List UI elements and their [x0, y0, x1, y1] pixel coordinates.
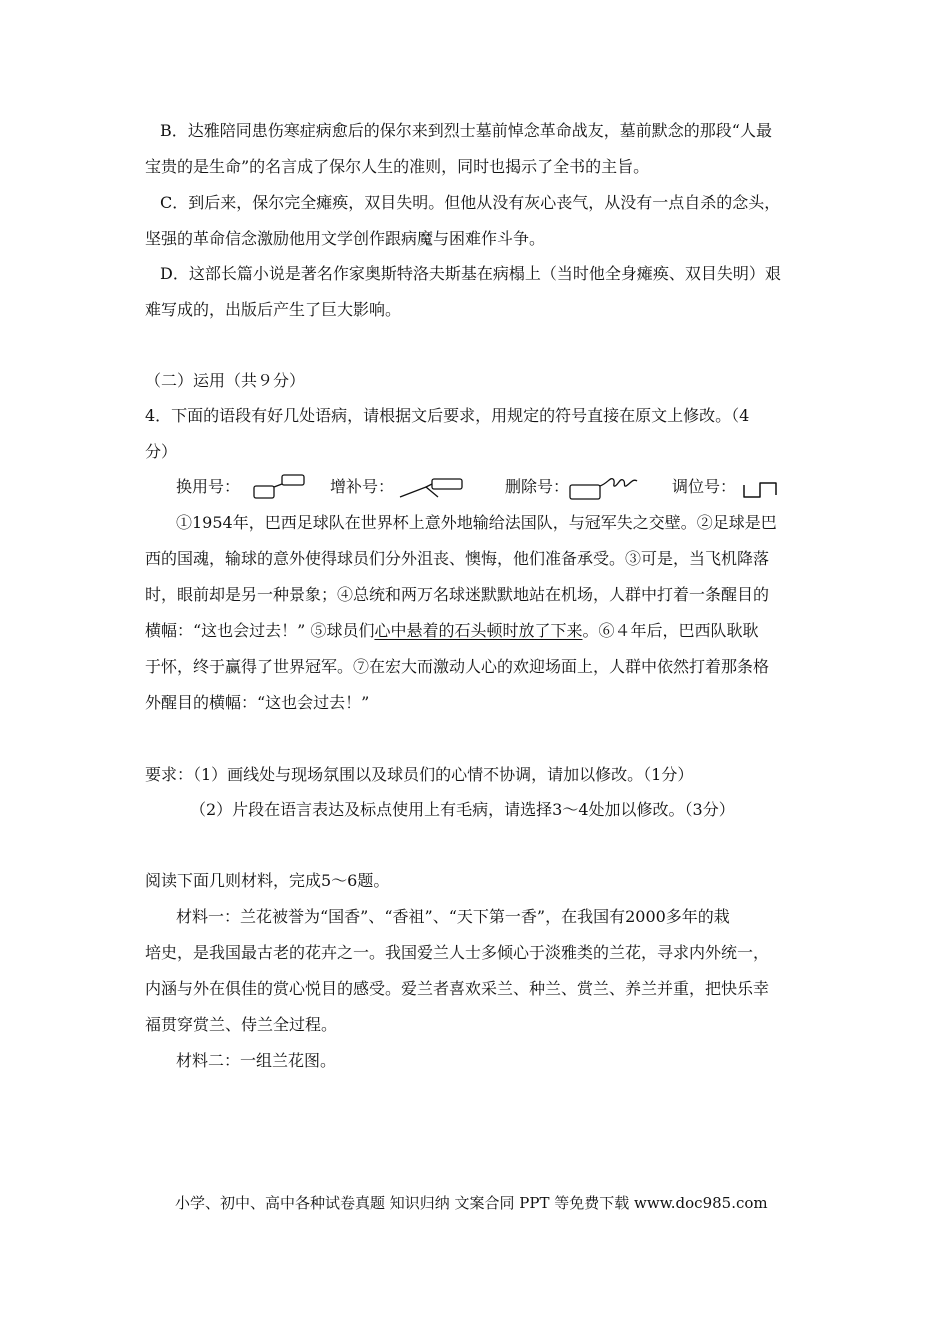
question4-prompt-line2: 分） [145, 442, 178, 461]
replace-symbol-label: 换用号： [176, 477, 241, 496]
material1-line1: 材料一：兰花被誉为“国香”、“香祖”、“天下第一香”，在我国有2000多年的栽 [176, 907, 730, 926]
passage-line4 [145, 621, 810, 641]
passage-line5: 于怀，终于赢得了世界冠军。⑦在宏大而激动人心的欢迎场面上，人群中依然打着那条格 [145, 657, 770, 676]
option-b-line1: B．达雅陪同患伤寒症病愈后的保尔来到烈士墓前悼念革命战友，墓前默念的那段“人最 [160, 121, 772, 140]
delete-symbol-icon [568, 473, 640, 503]
option-b-line2: 宝贵的是生命”的名言成了保尔人生的准则，同时也揭示了全书的主旨。 [145, 157, 650, 176]
requirement-2: （2）片段在语言表达及标点使用上有毛病，请选择3～4处加以修改。（3分） [190, 800, 735, 819]
question4-prompt-line1: 4．下面的语段有好几处语病，请根据文后要求，用规定的符号直接在原文上修改。（4 [145, 406, 750, 425]
passage-line4-start: 横幅：“这也会过去！” ⑤球员们 [145, 621, 375, 640]
passage-line2: 西的国魂，输球的意外使得球员们分外沮丧、懊悔，他们准备承受。③可是，当飞机降落 [145, 549, 770, 568]
material2: 材料二：一组兰花图。 [176, 1051, 337, 1070]
material1-line3: 内涵与外在俱佳的赏心悦目的感受。爱兰者喜欢采兰、种兰、赏兰、养兰并重，把快乐幸 [145, 979, 770, 998]
page-footer: 小学、初中、高中各种试卷真题 知识归纳 文案合同 PPT 等免费下载 www.doc985.com [175, 1194, 768, 1212]
insert-symbol-label: 增补号： [330, 477, 395, 496]
underlined-phrase: 心中悬着的石头顿时放了下来 [374, 621, 583, 640]
passage-line3: 时，眼前却是另一种景象；④总统和两万名球迷默默地站在机场，人群中打着一条醒目的 [145, 585, 770, 604]
passage-line6: 外醒目的横幅：“这也会过去！” [145, 693, 370, 712]
delete-symbol-label: 删除号： [505, 477, 570, 496]
passage-line1: ①1954年，巴西足球队在世界杯上意外地输给法国队，与冠军失之交壁。②足球是巴 [176, 513, 777, 532]
requirement-1: 要求：（1）画线处与现场氛围以及球员们的心情不协调，请加以修改。（1分） [145, 765, 694, 784]
section-heading: （二）运用（共９分） [145, 371, 306, 390]
swap-symbol-label: 调位号： [672, 477, 737, 496]
replace-symbol-icon [252, 473, 307, 503]
swap-symbol-icon [740, 473, 784, 503]
option-c-line2: 坚强的革命信念激励他用文学创作跟病魔与困难作斗争。 [145, 229, 546, 248]
option-d-line2: 难写成的，出版后产生了巨大影响。 [145, 300, 402, 319]
insert-symbol-icon [398, 473, 466, 503]
material1-line2: 培史，是我国最古老的花卉之一。我国爱兰人士多倾心于淡雅类的兰花，寻求内外统一， [145, 943, 770, 962]
reading-intro: 阅读下面几则材料，完成5～6题。 [145, 871, 390, 890]
option-d-line1: D．这部长篇小说是著名作家奥斯特洛夫斯基在病榻上（当时他全身瘫痪、双目失明）艰 [160, 264, 781, 283]
option-c-line1: C．到后来，保尔完全瘫痪，双目失明。但他从没有灰心丧气，从没有一点自杀的念头， [160, 193, 781, 212]
passage-line4-end: 。⑥４年后，巴西队耿耿 [582, 621, 759, 640]
material1-line4: 福贯穿赏兰、侍兰全过程。 [145, 1015, 338, 1034]
